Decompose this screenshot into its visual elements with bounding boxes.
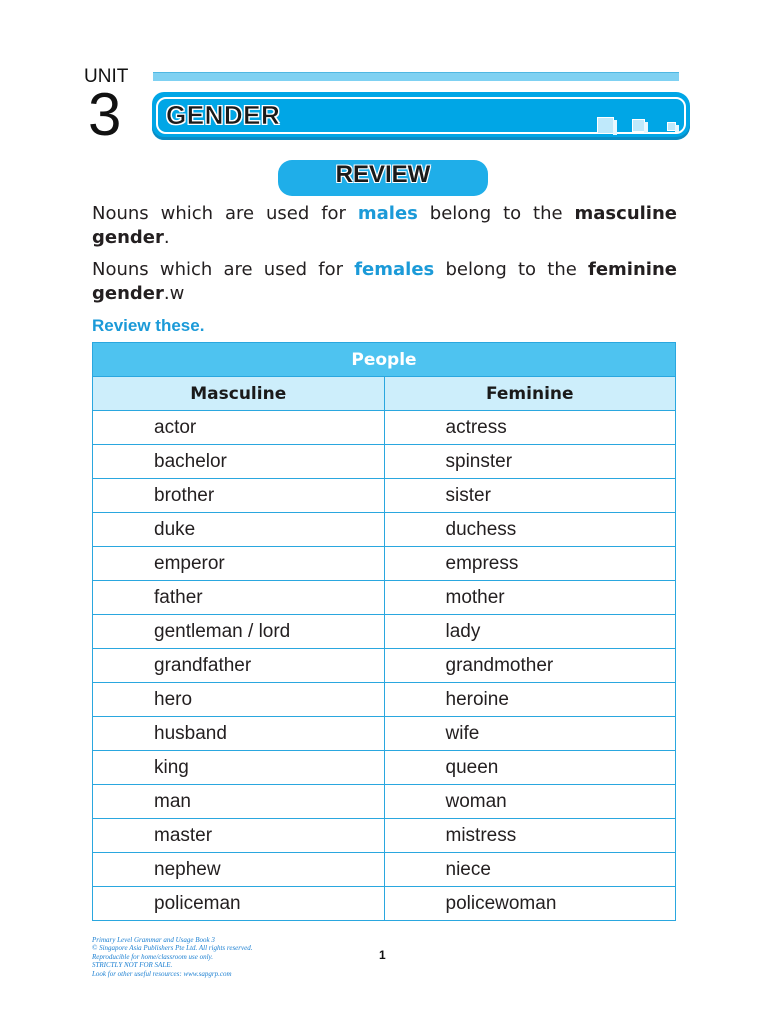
p1-text-end: .	[163, 227, 170, 248]
table-body	[93, 411, 676, 921]
table-row	[93, 513, 676, 547]
masculine-noun: brother	[93, 479, 385, 513]
table-row	[93, 853, 676, 887]
column-header-masculine: Masculine	[93, 377, 385, 411]
table-row	[93, 887, 676, 921]
feminine-noun: queen	[384, 751, 676, 785]
feminine-noun: niece	[384, 853, 676, 887]
feminine-noun: spinster	[384, 445, 676, 479]
masculine-noun: master	[93, 819, 385, 853]
p2-highlight: females	[354, 259, 435, 280]
feminine-noun: actress	[384, 411, 676, 445]
masculine-noun: duke	[93, 513, 385, 547]
table-group-header: People	[93, 343, 676, 377]
footer-line: © Singapore Asia Publishers Pte Ltd. All rights reserved.	[92, 944, 253, 953]
masculine-noun: king	[93, 751, 385, 785]
unit-number: 3	[88, 81, 122, 148]
masculine-noun: policeman	[93, 887, 385, 921]
footer-line: Primary Level Grammar and Usage Book 3	[92, 936, 215, 944]
table-row	[93, 785, 676, 819]
table-row	[93, 751, 676, 785]
masculine-noun: grandfather	[93, 649, 385, 683]
footer-line: Reproducible for home/classroom use only.	[92, 952, 213, 961]
masculine-noun: hero	[93, 683, 385, 717]
cube-decoration-small	[667, 122, 676, 131]
feminine-noun: empress	[384, 547, 676, 581]
footer-line: STRICTLY NOT FOR SALE.	[92, 961, 173, 970]
cube-decoration-medium	[632, 119, 645, 132]
p1-text-mid: belong to the	[417, 203, 575, 224]
table-row	[93, 615, 676, 649]
definition-feminine	[92, 258, 677, 306]
cube-decoration-large	[597, 117, 614, 134]
masculine-noun: father	[93, 581, 385, 615]
unit-label: UNIT	[84, 66, 129, 87]
table-row	[93, 445, 676, 479]
feminine-noun: lady	[384, 615, 676, 649]
masculine-noun: husband	[93, 717, 385, 751]
p1-term: masculine gender	[92, 203, 677, 248]
masculine-noun: nephew	[93, 853, 385, 887]
table-row	[93, 819, 676, 853]
header-stripe	[153, 72, 679, 81]
p2-text-start: Nouns which are used for	[92, 259, 355, 280]
review-instruction: Review these.	[92, 316, 205, 335]
p2-text-end: .w	[163, 283, 185, 304]
p1-text-start: Nouns which are used for	[92, 203, 358, 224]
table-row	[93, 683, 676, 717]
feminine-noun: sister	[384, 479, 676, 513]
table-row	[93, 717, 676, 751]
table-row	[93, 649, 676, 683]
feminine-noun: heroine	[384, 683, 676, 717]
feminine-noun: grandmother	[384, 649, 676, 683]
page-title: GENDER	[166, 100, 281, 130]
column-header-feminine: Feminine	[384, 377, 676, 411]
footer-line: Look for other useful resources: www.sapgrp.com	[92, 969, 232, 978]
table-row	[93, 547, 676, 581]
definition-masculine	[92, 202, 677, 250]
masculine-noun: emperor	[93, 547, 385, 581]
masculine-noun: gentleman / lord	[93, 615, 385, 649]
feminine-noun: woman	[384, 785, 676, 819]
masculine-noun: man	[93, 785, 385, 819]
section-title: REVIEW	[335, 161, 431, 188]
gender-table	[92, 342, 676, 921]
feminine-noun: duchess	[384, 513, 676, 547]
feminine-noun: mother	[384, 581, 676, 615]
p2-term: feminine gender	[92, 259, 677, 304]
feminine-noun: policewoman	[384, 887, 676, 921]
p1-highlight: males	[357, 203, 418, 224]
masculine-noun: bachelor	[93, 445, 385, 479]
table-row	[93, 411, 676, 445]
copyright-footer	[92, 936, 252, 978]
page-number: 1	[379, 948, 386, 962]
feminine-noun: wife	[384, 717, 676, 751]
table-row	[93, 479, 676, 513]
p2-text-mid: belong to the	[434, 259, 588, 280]
table-row	[93, 581, 676, 615]
feminine-noun: mistress	[384, 819, 676, 853]
masculine-noun: actor	[93, 411, 385, 445]
